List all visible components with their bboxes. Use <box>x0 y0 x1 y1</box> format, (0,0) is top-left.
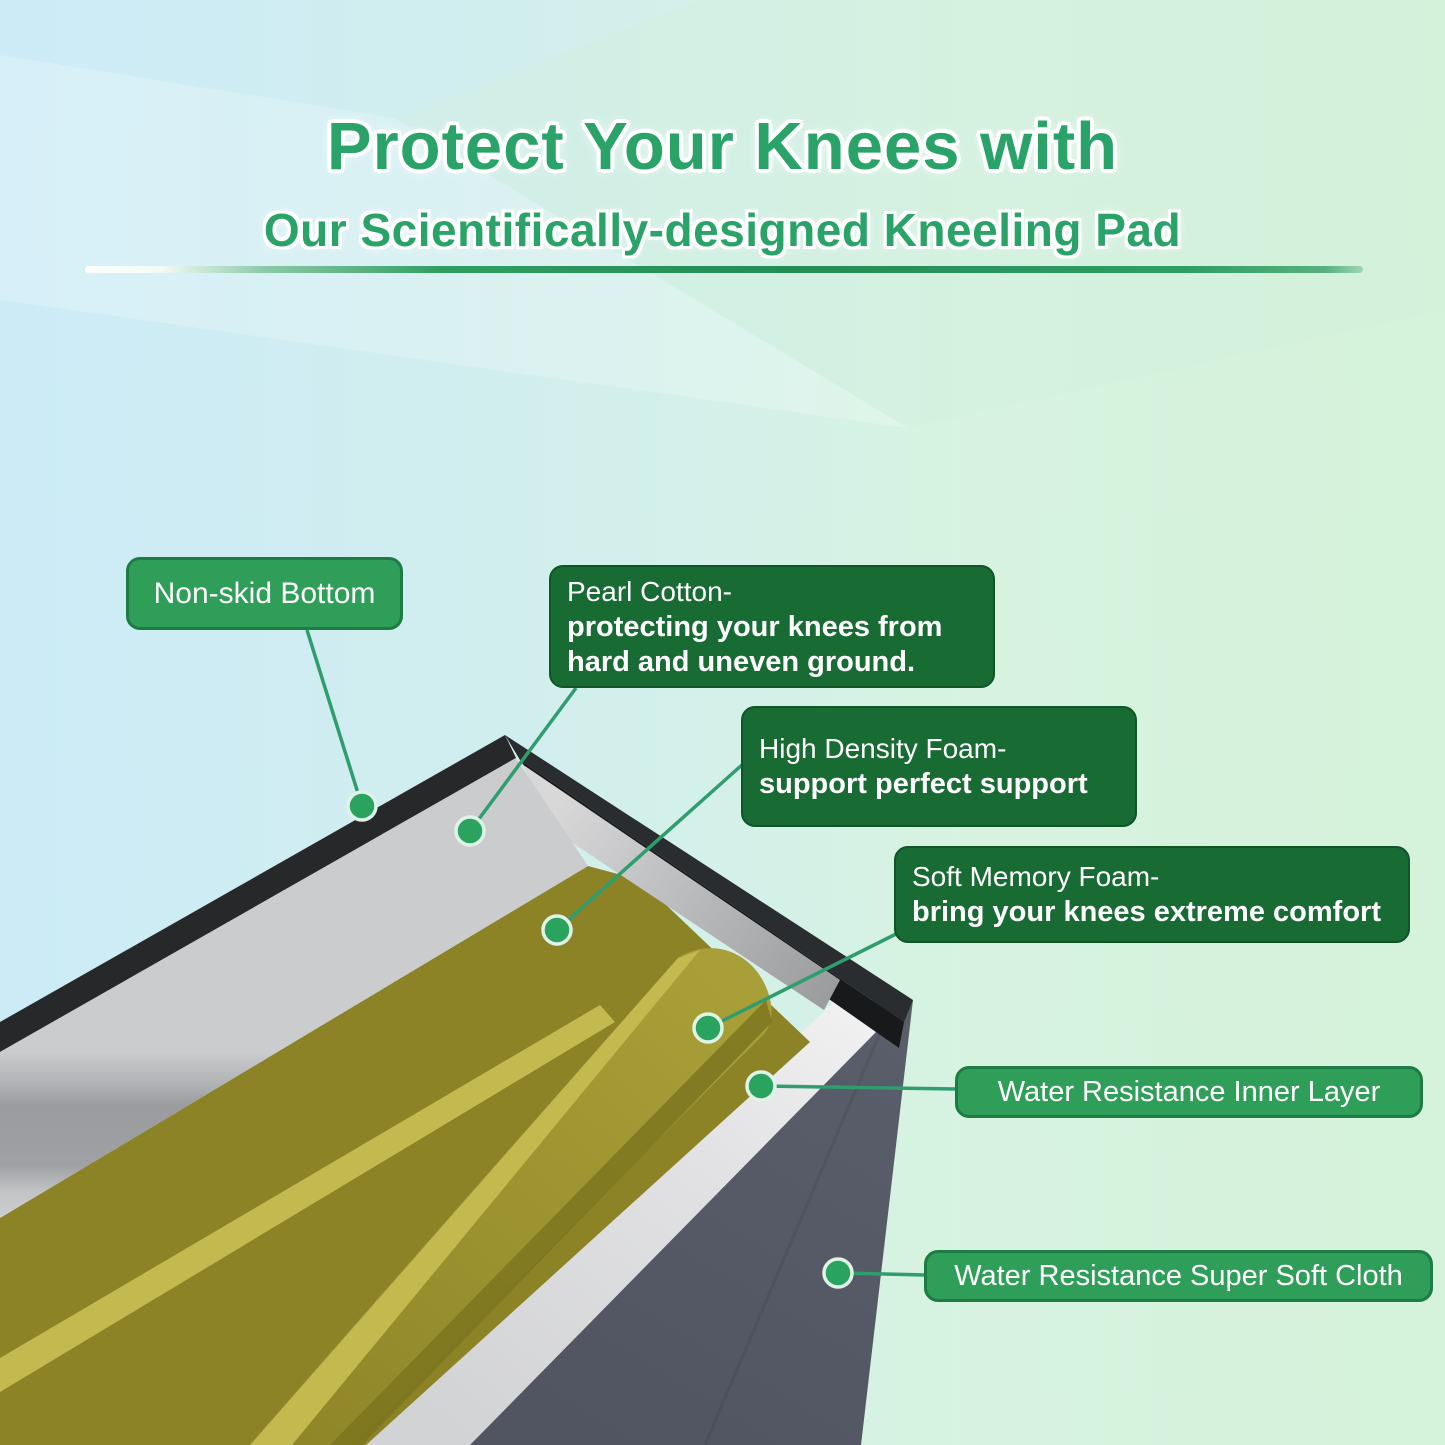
callout-soft-memory-body: bring your knees extreme comfort <box>912 896 1381 929</box>
callout-non-skid-bottom <box>126 557 403 630</box>
dot-soft-memory <box>694 1014 722 1042</box>
callout-soft-memory-foam <box>894 846 1410 943</box>
callout-inner-layer <box>955 1066 1423 1118</box>
callout-pearl-heading: Pearl Cotton- <box>567 575 732 607</box>
callout-soft-memory-heading: Soft Memory Foam- <box>912 860 1160 892</box>
page-title: Protect Your Knees with <box>326 109 1119 184</box>
callout-high-density-body: support perfect support <box>759 768 1088 801</box>
dot-pearl-cotton <box>456 817 484 845</box>
callout-soft-cloth-text: Water Resistance Super Soft Cloth <box>954 1259 1403 1292</box>
callout-non-skid-text: Non-skid Bottom <box>153 576 376 610</box>
title-underline <box>85 266 1363 273</box>
callout-inner-layer-text: Water Resistance Inner Layer <box>997 1075 1381 1108</box>
dot-high-density <box>543 916 571 944</box>
dot-soft-cloth <box>824 1259 852 1287</box>
leader-non-skid <box>307 630 362 806</box>
callout-pearl-body-1: protecting your knees from <box>567 610 943 643</box>
callout-high-density-foam <box>741 706 1137 827</box>
callout-high-density-heading: High Density Foam- <box>759 732 1007 764</box>
callout-soft-cloth <box>924 1250 1433 1302</box>
callout-pearl-cotton <box>549 565 995 688</box>
dot-inner-layer <box>747 1072 775 1100</box>
dot-non-skid <box>348 792 376 820</box>
page-subtitle: Our Scientifically-designed Kneeling Pad <box>263 204 1182 256</box>
callout-pearl-body-2: hard and uneven ground. <box>567 645 916 678</box>
